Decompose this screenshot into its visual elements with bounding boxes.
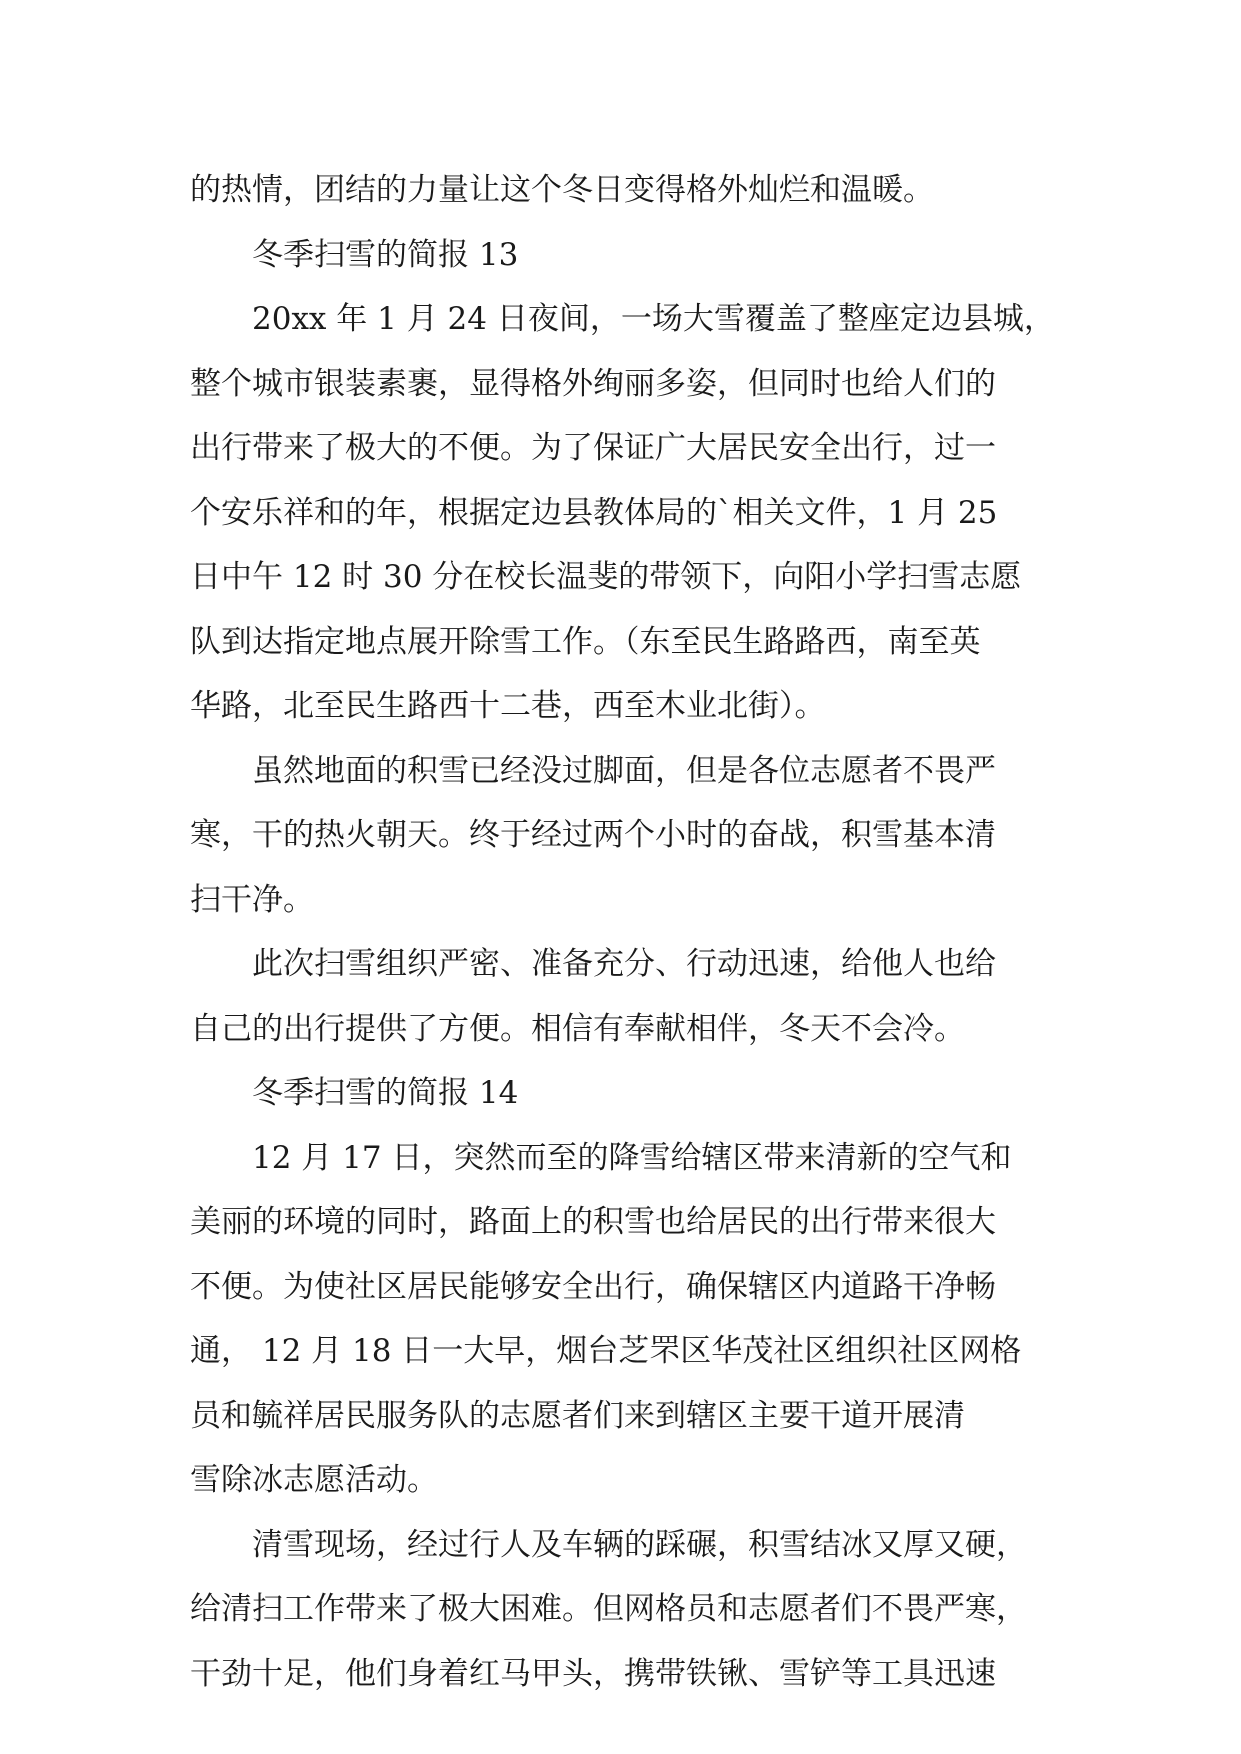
text-line: 12 月 17 日，突然而至的降雪给辖区带来清新的空气和 <box>252 1139 1012 1176</box>
text-line: 美丽的环境的同时，路面上的积雪也给居民的出行带来很大 <box>190 1204 996 1240</box>
text-line: 虽然地面的积雪已经没过脚面，但是各位志愿者不畏严 <box>252 752 996 789</box>
text-line: 员和毓祥居民服务队的志愿者们来到辖区主要干道开展清 <box>190 1397 965 1434</box>
document-body <box>190 158 1055 1706</box>
text-line: 不便。为使社区居民能够安全出行，确保辖区内道路干净畅 <box>190 1268 996 1305</box>
text-line: 出行带来了极大的不便。为了保证广大居民安全出行，过一 <box>190 430 996 466</box>
text-line: 雪除冰志愿活动。 <box>190 1462 438 1498</box>
text-line: 干劲十足，他们身着红马甲头，携带铁锹、雪铲等工具迅速 <box>190 1655 996 1692</box>
text-line: 通， 12 月 18 日一大早，烟台芝罘区华茂社区组织社区网格 <box>190 1333 1022 1369</box>
text-line: 20xx 年 1 月 24 日夜间，一场大雪覆盖了整座定边县城， <box>252 301 1055 337</box>
text-line: 此次扫雪组织严密、准备充分、行动迅速，给他人也给 <box>252 946 996 982</box>
text-line: 队到达指定地点展开除雪工作。（东至民生路路西，南至英 <box>190 623 981 660</box>
section-heading: 冬季扫雪的简报 13 <box>252 236 519 273</box>
text-line: 整个城市银装素裹，显得格外绚丽多姿，但同时也给人们的 <box>190 365 996 402</box>
text-line: 清雪现场，经过行人及车辆的踩碾，积雪结冰又厚又硬， <box>252 1526 1027 1563</box>
text-line: 个安乐祥和的年，根据定边县教体局的`相关文件，1 月 25 <box>190 494 998 531</box>
text-line: 的热情，团结的力量让这个冬日变得格外灿烂和温暖。 <box>190 172 934 208</box>
text-line: 华路，北至民生路西十二巷，西至木业北街）。 <box>190 688 826 724</box>
text-line: 日中午 12 时 30 分在校长温斐的带领下，向阳小学扫雪志愿 <box>190 559 1022 595</box>
text-line: 扫干净。 <box>190 881 314 918</box>
text-line: 自己的出行提供了方便。相信有奉献相伴，冬天不会冷。 <box>190 1010 965 1047</box>
section-heading: 冬季扫雪的简报 14 <box>252 1075 519 1111</box>
text-line: 寒，干的热火朝天。终于经过两个小时的奋战，积雪基本清 <box>190 817 996 853</box>
text-line: 给清扫工作带来了极大困难。但网格员和志愿者们不畏严寒， <box>190 1591 1027 1627</box>
